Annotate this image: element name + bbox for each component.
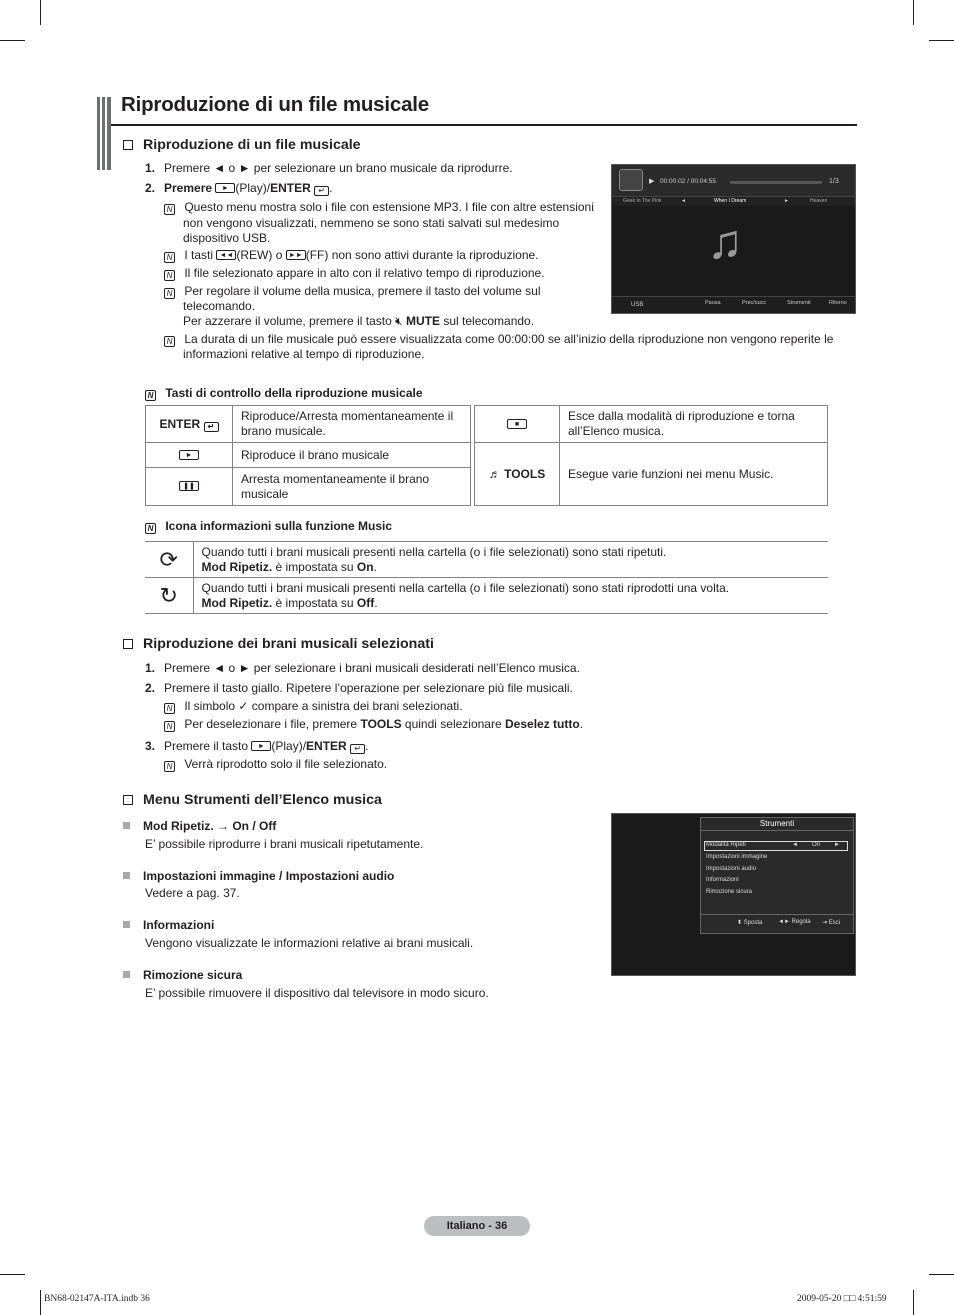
controls-heading: N Tasti di controllo della riproduzione musicale [145,386,423,402]
menu-item-title: Rimozione sicura [123,968,242,984]
enter-icon: ↵ [314,186,329,196]
enter-icon: ↵ [350,744,365,754]
move-hint: ⬍ Sposta [737,920,763,926]
tools-row-repeat-value: On [812,842,821,848]
note-icon: N [164,288,175,299]
checkmark-icon: ✓ [238,699,249,713]
step-3: 3. Premere il tasto ► (Play)/ENTER ↵ . [145,739,369,753]
tools-row-picture: Impostazioni immagine [706,854,768,860]
pause-hint: Pausa [705,300,721,306]
page-number: Italiano - 36 [424,1216,530,1236]
enter-description: Riproduce/Arresta momentaneamente il brano musicale. [233,406,471,443]
tools-hint: Strumenti [787,300,811,306]
checkbox-bullet-icon [123,140,133,150]
note-continuation: informazioni relative al tempo di riproduzione. [183,347,425,361]
play-button-icon: ► [215,183,235,193]
fast-forward-button-icon: ►► [286,250,306,260]
crop-mark [0,1274,25,1275]
step-2: 2. Premere il tasto giallo. Ripetere l’operazione per selezionare più file musicali. [145,681,573,695]
square-bullet-icon [123,872,130,879]
menu-item-desc: E’ possibile riprodurre i brani musicali ripetutamente. [145,837,424,851]
icons-info-table [145,541,828,614]
mute-icon: 🔇︎ [395,314,403,328]
return-hint: Ritorno [829,300,847,306]
progress-bar [730,181,822,184]
title-rule [111,124,857,126]
tools-row-repeat: Modalità Ripeti [706,842,746,848]
note-continuation: non vengono visualizzati, nemmeno se sono stati salvati sul medesimo [183,216,560,230]
note-icon: N [145,390,156,401]
menu-item-title: Impostazioni immagine / Impostazioni audio [123,869,394,885]
note-continuation: telecomando. [183,299,256,313]
note: N Per regolare il volume della musica, premere il tasto del volume sul [164,284,541,300]
play-button-icon: ► [251,741,271,751]
checkbox-bullet-icon [123,795,133,805]
stop-description: Esce dalla modalità di riproduzione e torna all’Elenco musica. [560,406,828,443]
tools-description: Esegue varie funzioni nei menu Music. [560,443,828,506]
stop-key-cell [475,406,560,443]
square-bullet-icon [123,971,130,978]
music-note-icon: ♫ [707,216,743,269]
note: N Il file selezionato appare in alto con il relativo tempo di riproduzione. [164,266,545,282]
pause-key-cell [146,468,233,506]
prev-track: Geek In The Pink [623,198,662,204]
current-track: When I Dream [714,198,747,204]
stop-button-icon: ■ [507,419,527,429]
section-heading-text: Riproduzione dei brani musicali selezionati [143,636,434,652]
menu-item-desc: Vengono visualizzate le informazioni relative ai brani musicali. [145,936,474,950]
step-1: 1. Premere ◄ o ► per selezionare un brano musicale da riprodurre. [145,161,513,175]
icons-info-heading: N Icona informazioni sulla funzione Music [145,519,392,535]
menu-item-title: Informazioni [123,918,214,934]
rewind-button-icon: ◄◄ [216,250,236,260]
checkbox-bullet-icon [123,639,133,649]
section-heading [121,792,382,808]
menu-item-title: Mod Ripetiz. → On / Off [123,819,276,835]
tools-row-info: Informazioni [706,877,739,883]
step-1: 1. Premere ◄ o ► per selezionare i brani musicali desiderati nell’Elenco musica. [145,661,580,675]
menu-item-desc: E’ possibile rimuovere il dispositivo dal televisore in modo sicuro. [145,986,489,1000]
exit-hint: ⇥ Esci [822,920,841,926]
note-icon: N [145,523,156,534]
enter-key-cell: ENTER ↵ [146,406,233,443]
crop-mark [913,1290,914,1315]
play-state-icon: ▶ [649,178,655,185]
note-icon: N [164,270,175,281]
note: N Per deselezionare i file, premere TOOLS quindi selezionare Deselez tutto. [164,717,583,733]
playback-time: 00:00:02 / 00:04:55 [660,178,717,185]
page-title: Riproduzione di un file musicale [121,93,429,116]
album-icon [619,169,643,191]
source-label: USB [631,302,644,308]
section-heading-text: Riproduzione di un file musicale [143,137,361,153]
tools-row-audio: Impostazioni audio [706,866,757,872]
note: N Verrà riprodotto solo il file selezionato. [164,757,387,773]
note-continuation: Per azzerare il volume, premere il tasto 🔇︎ MUTE sul telecomando. [183,314,535,328]
pause-description: Arresta momentaneamente il brano musicale [233,468,471,506]
crop-mark [40,0,41,25]
repeat-off-description: Quando tutti i brani musicali presenti nella cartella (o i file selezionati) sono stati riprodotti una volta. Mod Ripetiz. è impostata su Off. [193,578,828,614]
crop-mark [913,0,914,25]
music-player-screen [611,164,856,314]
section-heading [121,636,434,652]
right-arrow-icon: ► [784,198,789,204]
note-icon: N [164,761,175,772]
tools-menu-panel [700,817,854,934]
note-icon: N [164,252,175,263]
note: N Il simbolo ✓ compare a sinistra dei brani selezionati. [164,699,463,715]
tools-key-cell: ♬ TOOLS [475,443,560,506]
note-icon: N [164,204,175,215]
note-icon: N [164,721,175,732]
tools-menu-screen [611,813,856,976]
tools-row-safe-remove: Rimozione sicura [706,889,753,895]
adjust-hint: ◄► Regola [778,919,811,925]
pause-button-icon: ❚❚ [179,481,199,491]
square-bullet-icon [123,921,130,928]
left-arrow-icon: ◄ [681,198,686,204]
play-button-icon: ► [179,450,199,460]
note: N Questo menu mostra solo i file con estensione MP3. I file con altre estensioni [164,200,594,216]
section-heading [121,137,361,153]
crop-mark [40,1290,41,1315]
next-track: Heaven [810,198,828,204]
repeat-all-icon: ⟳ [145,542,193,578]
menu-item-desc: Vedere a pag. 37. [145,886,240,900]
footer-file: BN68-02147A-ITA.indb 36 [44,1294,150,1304]
repeat-once-icon: ↻ [145,578,193,614]
note: N I tasti ◄◄ (REW) o ►► (FF) non sono attivi durante la riproduzione. [164,248,539,264]
footer-date: 2009-05-20 □□ 4:51:59 [797,1294,887,1304]
crop-mark [929,40,954,41]
crop-mark [0,40,25,41]
title-decoration [97,97,111,170]
square-bullet-icon [123,822,130,829]
tools-icon: ♬ [488,466,501,481]
left-arrow-icon: ◄ [792,842,798,848]
repeat-on-description: Quando tutti i brani musicali presenti nella cartella (o i file selezionati) sono stati ripetuti. Mod Ripetiz. è impostata su On. [193,542,828,578]
play-key-cell [146,443,233,468]
note-continuation: dispositivo USB. [183,231,271,245]
play-description: Riproduce il brano musicale [233,443,471,468]
track-count: 1/3 [829,178,839,185]
right-arrow-icon: ► [834,842,840,848]
prevnext-hint: Prec/succ [742,300,767,306]
controls-table-right [474,405,828,506]
step-2: 2. Premere ► (Play)/ENTER ↵ . [145,181,333,195]
note-icon: N [164,336,175,347]
section-heading-text: Menu Strumenti dell’Elenco musica [143,792,382,808]
controls-table-left [145,405,471,506]
note: N La durata di un file musicale può essere visualizzata come 00:00:00 se all’inizio della riproduzione non vengono reperite le [164,332,833,348]
tools-menu-title: Strumenti [700,817,854,831]
note-icon: N [164,703,175,714]
enter-icon: ↵ [204,422,219,432]
crop-mark [929,1274,954,1275]
